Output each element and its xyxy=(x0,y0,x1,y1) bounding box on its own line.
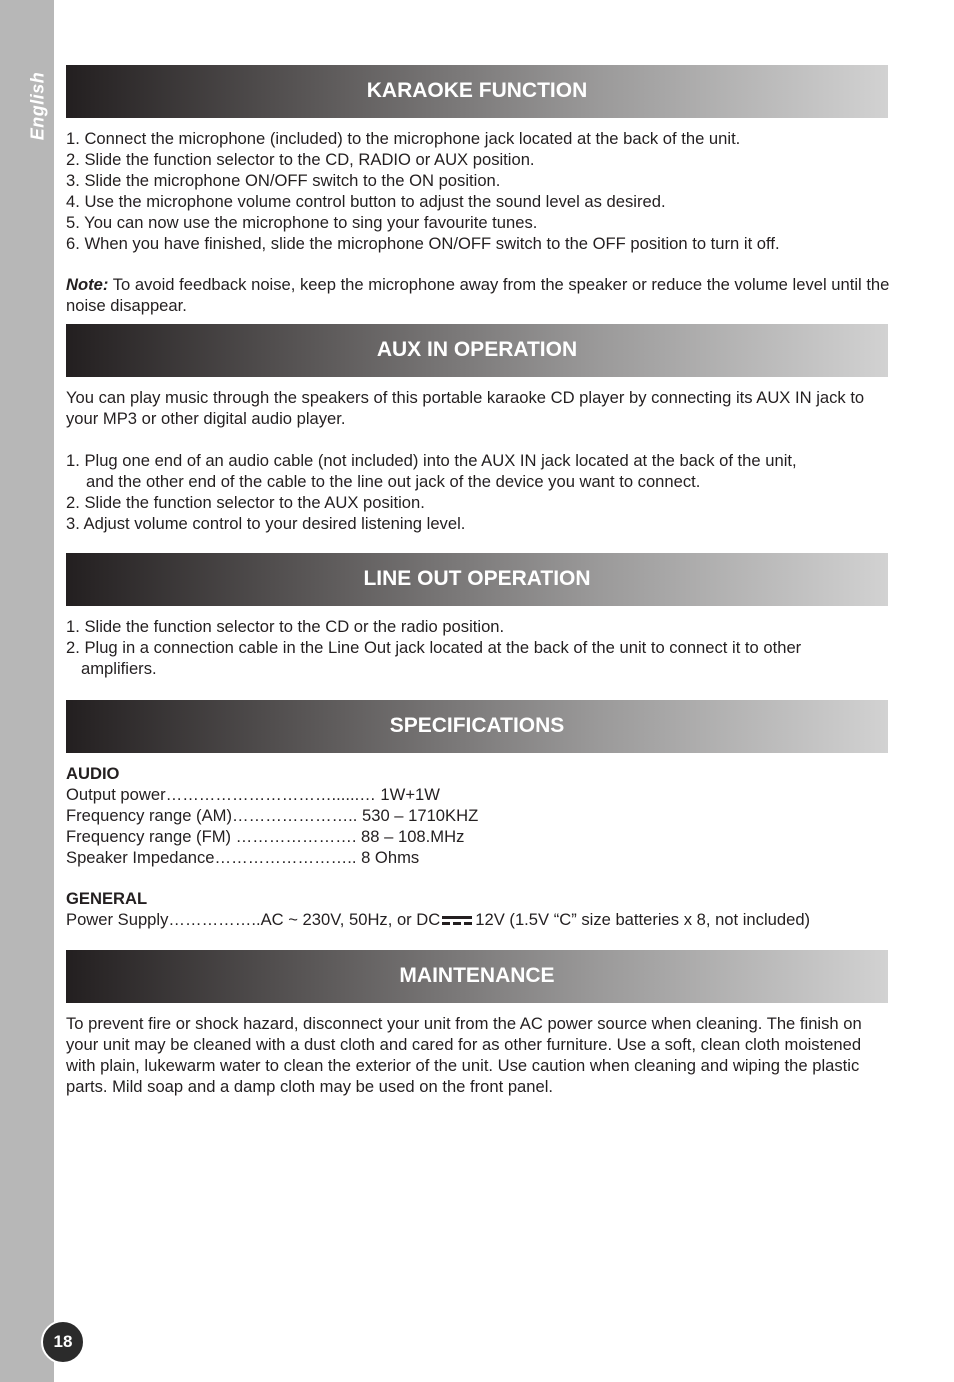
karaoke-step: 3. Slide the microphone ON/OFF switch to the ON position. xyxy=(66,170,501,190)
aux-step-continued: and the other end of the cable to the line out jack of the device you want to connect. xyxy=(86,471,701,491)
lineout-step: 2. Plug in a connection cable in the Line Out jack located at the back of the unit to connect it to other xyxy=(66,637,802,657)
aux-step: 1. Plug one end of an audio cable (not included) into the AUX IN jack located at the back of the unit, xyxy=(66,451,797,470)
karaoke-steps xyxy=(66,129,892,254)
karaoke-step: 4. Use the microphone volume control button to adjust the sound level as desired. xyxy=(66,191,666,211)
power-supply-prefix: Power Supply……………..AC ~ 230V, 50Hz, or DC xyxy=(66,909,441,929)
side-strip xyxy=(0,0,54,1382)
karaoke-step: 2. Slide the function selector to the CD, RADIO or AUX position. xyxy=(66,149,535,169)
power-supply-suffix: 12V (1.5V “C” size batteries x 8, not included) xyxy=(475,909,811,929)
karaoke-section-header: KARAOKE FUNCTION xyxy=(66,65,888,118)
general-heading: GENERAL xyxy=(66,889,148,908)
lineout-step-continued: amplifiers. xyxy=(81,658,157,678)
lineout-steps xyxy=(66,617,892,680)
spec-line: Frequency range (FM) …………………. 88 – 108.MHz xyxy=(66,826,465,846)
spec-line: Output power…………………………......… 1W+1W xyxy=(66,784,440,804)
lineout-step: 1. Slide the function selector to the CD or the radio position. xyxy=(66,617,505,636)
spec-line: Frequency range (AM)………………….. 530 – 1710KHZ xyxy=(66,805,479,825)
audio-heading: AUDIO xyxy=(66,764,120,783)
maintenance-body xyxy=(66,1014,892,1098)
karaoke-step: 6. When you have finished, slide the microphone ON/OFF switch to the OFF position to turn it off. xyxy=(66,233,780,253)
karaoke-step: 5. You can now use the microphone to sing your favourite tunes. xyxy=(66,212,538,232)
note-label: Note: xyxy=(66,275,109,294)
language-label: English xyxy=(27,71,48,141)
lineout-section-header: LINE OUT OPERATION xyxy=(66,553,888,606)
spec-line: Speaker Impedance…………………….. 8 Ohms xyxy=(66,847,420,867)
karaoke-step: 1. Connect the microphone (included) to the microphone jack located at the back of the unit. xyxy=(66,129,741,148)
aux-section-header: AUX IN OPERATION xyxy=(66,324,888,377)
power-supply-line xyxy=(66,910,892,931)
maintenance-text: To prevent fire or shock hazard, disconnect your unit from the AC power source when cleaning. The finish on your unit may be cleaned with a dust cloth and cared for as other furniture. Use a soft, clean cloth moistened with plain, lukewarm water to clean the exterior of the unit. Use caution when cleaning and wiping the plastic parts. Mild soap and a damp cloth may be used on the front panel. xyxy=(66,1014,862,1096)
karaoke-note xyxy=(66,275,892,317)
specs-general xyxy=(66,889,892,931)
specs-audio xyxy=(66,764,892,869)
maintenance-section-header: MAINTENANCE xyxy=(66,950,888,1003)
specs-section-header: SPECIFICATIONS xyxy=(66,700,888,753)
aux-steps xyxy=(66,451,892,535)
aux-step: 2. Slide the function selector to the AUX position. xyxy=(66,492,425,512)
note-text: To avoid feedback noise, keep the microphone away from the speaker or reduce the volume level until the noise disappear. xyxy=(66,275,890,315)
page-number: 18 xyxy=(41,1320,85,1364)
aux-intro-text: You can play music through the speakers of this portable karaoke CD player by connecting its AUX IN jack to your MP3 or other digital audio player. xyxy=(66,388,865,428)
aux-intro xyxy=(66,388,892,430)
dc-current-symbol-icon xyxy=(442,915,472,926)
aux-step: 3. Adjust volume control to your desired listening level. xyxy=(66,513,466,533)
